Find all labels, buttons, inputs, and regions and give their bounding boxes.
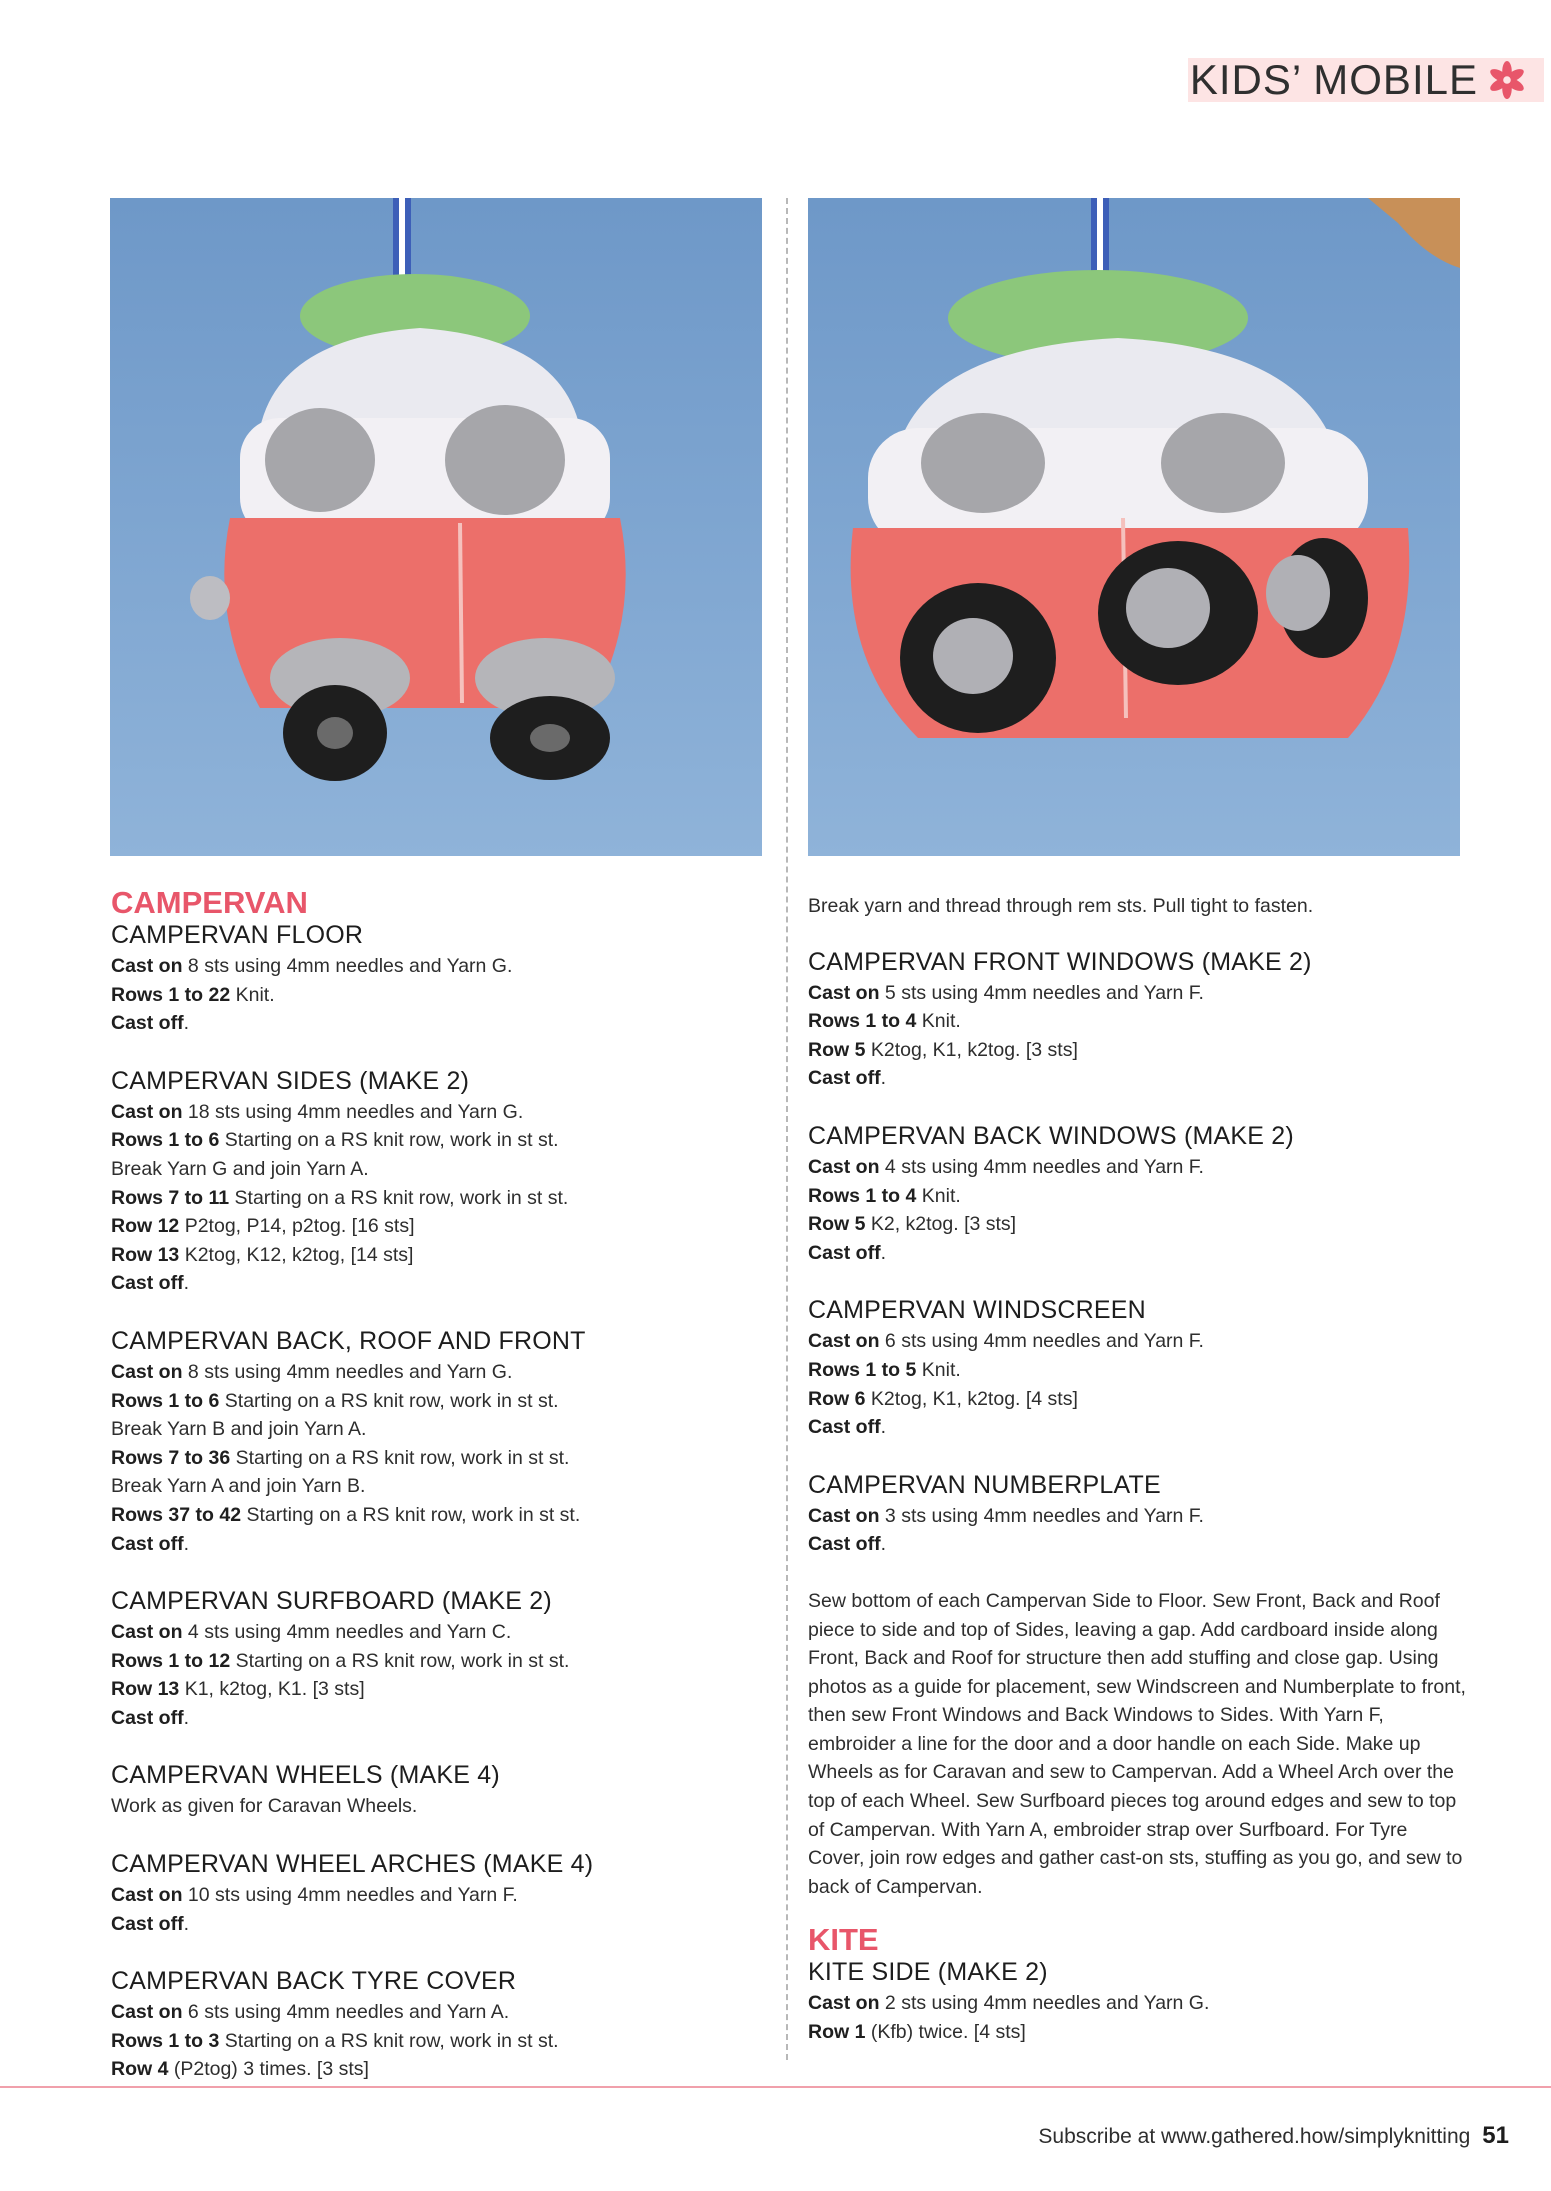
instruction-text: 4 sts using 4mm needles and Yarn C. — [182, 1621, 512, 1644]
instruction-line — [111, 1472, 771, 1501]
pattern-block-title: CAMPERVAN WHEEL ARCHES (MAKE 4) — [111, 1850, 594, 1879]
instruction-keyword: Rows 1 to 22 — [111, 983, 231, 1006]
pattern-block-title: CAMPERVAN FLOOR — [111, 921, 364, 949]
instruction-keyword: Cast on — [808, 1155, 880, 1178]
instruction-keyword: Cast on — [111, 1884, 183, 1907]
instruction-keyword: Rows 7 to 36 — [111, 1446, 231, 1469]
instruction-keyword: Row 5 — [808, 1038, 866, 1061]
instruction-line — [808, 1007, 1468, 1036]
section-header — [1188, 58, 1544, 102]
flower-icon — [1488, 61, 1526, 99]
instruction-text: . — [880, 1067, 887, 1090]
instruction-keyword: Cast off — [111, 1912, 184, 1935]
pattern-block-title: CAMPERVAN BACK, ROOF AND FRONT — [111, 1326, 586, 1355]
instruction-line — [808, 979, 1468, 1008]
instruction-line — [808, 1413, 1468, 1442]
pattern-block-title: CAMPERVAN WHEELS (MAKE 4) — [111, 1761, 500, 1790]
pattern-block-title: CAMPERVAN BACK TYRE COVER — [111, 1967, 517, 1996]
campervan-side-photo — [110, 198, 762, 856]
instruction-line — [808, 1530, 1468, 1559]
instruction-line — [111, 1415, 771, 1444]
instruction-line — [111, 1126, 771, 1155]
pattern-block-title: CAMPERVAN NUMBERPLATE — [808, 1470, 1161, 1499]
intro-text: Break yarn and thread through rem sts. Pull tight to fasten. — [808, 895, 1314, 917]
pattern-block — [808, 947, 1468, 1093]
instruction-keyword: Row 13 — [111, 1243, 180, 1266]
pattern-block — [111, 920, 771, 1038]
instruction-text: . — [880, 1416, 887, 1439]
pattern-block — [111, 1586, 771, 1732]
instruction-line — [111, 1647, 771, 1676]
pattern-block — [808, 1957, 1468, 2046]
instruction-line — [111, 1358, 771, 1387]
instruction-text: 2 sts using 4mm needles and Yarn G. — [879, 1992, 1210, 2015]
instruction-line — [111, 2027, 771, 2056]
instruction-line — [808, 1989, 1468, 2018]
instruction-keyword: Rows 1 to 12 — [111, 1649, 231, 1672]
instruction-text: Starting on a RS knit row, work in st st. — [219, 1129, 559, 1152]
instruction-line — [111, 1444, 771, 1473]
instruction-line — [808, 1064, 1468, 1093]
instruction-line — [808, 1502, 1468, 1531]
subscribe-link[interactable]: Subscribe at www.gathered.how/simplyknitting — [1038, 2125, 1471, 2148]
instruction-line — [111, 1184, 771, 1213]
instruction-text: 18 sts using 4mm needles and Yarn G. — [182, 1100, 524, 1123]
section-header-title: KIDS’ MOBILE — [1189, 56, 1478, 103]
pattern-block — [111, 1966, 771, 2084]
instruction-keyword: Cast off — [808, 1241, 881, 1264]
right-column — [808, 886, 1468, 2075]
instruction-keyword: Cast on — [111, 955, 183, 977]
pattern-block — [111, 1760, 771, 1821]
instruction-line — [111, 1212, 771, 1241]
instruction-keyword: Rows 37 to 42 — [111, 1503, 242, 1526]
instruction-text: 8 sts using 4mm needles and Yarn G. — [182, 1360, 513, 1383]
instruction-keyword: Row 4 — [111, 2058, 169, 2081]
instruction-line — [111, 1881, 771, 1910]
pattern-block-title: CAMPERVAN SURFBOARD (MAKE 2) — [111, 1587, 552, 1616]
pattern-block — [111, 1066, 771, 1298]
instruction-line — [808, 1210, 1468, 1239]
kite-pattern-blocks — [808, 1957, 1468, 2046]
instruction-text: . — [183, 1012, 190, 1035]
instruction-line — [111, 1009, 771, 1038]
instruction-keyword: Rows 1 to 3 — [111, 2029, 220, 2052]
pattern-block-title: CAMPERVAN SIDES (MAKE 2) — [111, 1066, 470, 1095]
making-up-instructions: Sew bottom of each Campervan Side to Floor. Sew Front, Back and Roof piece to side and top of Sides, leaving a gap. Add cardboard inside along Front, Back and Roof for structure then add stuffing and close gap. Using photos as a guide for placement, sew Windscreen and Numberplate to front, then sew Front Windows and Back Windows to Sides. With Yarn F, embroider a line for the door and a door handle on each Side. Make up Wheels as for Caravan and sew to Campervan. Add a Wheel Arch over the top of each Wheel. Sew Surfboard pieces tog around edges and sew to top of Campervan. With Yarn A, embroider strap over Surfboard. For Tyre Cover, join row edges and gather cast-on sts, stuffing as you go, and sew to back of Campervan. — [808, 1589, 1466, 1898]
instruction-line — [808, 1356, 1468, 1385]
instruction-line — [111, 1269, 771, 1298]
instruction-line — [808, 2018, 1468, 2047]
footer — [1038, 2122, 1509, 2150]
section-title-campervan: CAMPERVAN — [111, 885, 308, 920]
instruction-keyword: Cast on — [111, 1100, 183, 1123]
instruction-text: Starting on a RS knit row, work in st st. — [229, 1186, 569, 1209]
instruction-line — [111, 1098, 771, 1127]
pattern-block — [111, 1849, 771, 1938]
instruction-text: 4 sts using 4mm needles and Yarn F. — [879, 1155, 1204, 1178]
pattern-block — [111, 1326, 771, 1558]
instruction-line — [111, 952, 771, 981]
instruction-text: Starting on a RS knit row, work in st st. — [230, 1649, 570, 1672]
instruction-text: Knit. — [916, 1358, 961, 1381]
instruction-text: Break Yarn G and join Yarn A. — [111, 1157, 369, 1180]
instruction-line — [111, 1910, 771, 1939]
instruction-line — [111, 1241, 771, 1270]
instruction-text: P2tog, P14, p2tog. [16 sts] — [179, 1215, 415, 1238]
instruction-text: Starting on a RS knit row, work in st st. — [241, 1503, 581, 1526]
pattern-block-title: CAMPERVAN BACK WINDOWS (MAKE 2) — [808, 1121, 1294, 1150]
pattern-block-title: CAMPERVAN WINDSCREEN — [808, 1296, 1146, 1325]
instruction-keyword: Rows 1 to 6 — [111, 1129, 220, 1152]
instruction-line — [111, 981, 771, 1010]
instruction-keyword: Cast off — [808, 1067, 881, 1090]
instruction-keyword: Cast on — [808, 1504, 880, 1527]
instruction-text: . — [880, 1533, 887, 1556]
instruction-text: Knit. — [916, 1184, 961, 1207]
instruction-text: 6 sts using 4mm needles and Yarn A. — [182, 2001, 510, 2024]
instruction-text: . — [183, 1912, 190, 1935]
instruction-keyword: Row 1 — [808, 2021, 866, 2044]
pattern-block-title: CAMPERVAN FRONT WINDOWS (MAKE 2) — [808, 947, 1312, 976]
instruction-keyword: Rows 1 to 4 — [808, 1010, 917, 1033]
instruction-text: Knit. — [916, 1010, 961, 1033]
instruction-keyword: Cast on — [808, 981, 880, 1004]
left-column — [111, 886, 771, 2112]
instruction-line — [111, 1530, 771, 1559]
pattern-block-title: KITE SIDE (MAKE 2) — [808, 1958, 1048, 1987]
instruction-keyword: Rows 1 to 4 — [808, 1184, 917, 1207]
instruction-text: 5 sts using 4mm needles and Yarn F. — [879, 981, 1204, 1004]
footer-rule — [0, 2086, 1551, 2088]
instruction-keyword: Cast off — [111, 1272, 184, 1295]
instruction-text: Starting on a RS knit row, work in st st. — [219, 2029, 559, 2052]
instruction-text: K2, k2tog. [3 sts] — [865, 1213, 1017, 1236]
instruction-line — [111, 1501, 771, 1530]
instruction-keyword: Row 13 — [111, 1678, 180, 1701]
instruction-line — [111, 1618, 771, 1647]
instruction-keyword: Row 12 — [111, 1215, 180, 1238]
pattern-block — [808, 1121, 1468, 1267]
instruction-line — [111, 1387, 771, 1416]
instruction-text: 6 sts using 4mm needles and Yarn F. — [879, 1330, 1204, 1353]
instruction-line — [111, 1998, 771, 2027]
instruction-text: K2tog, K12, k2tog, [14 sts] — [179, 1243, 414, 1266]
instruction-keyword: Cast off — [808, 1416, 881, 1439]
left-pattern-blocks — [111, 920, 771, 2084]
instruction-text: Break Yarn B and join Yarn A. — [111, 1418, 367, 1441]
instruction-text: (P2tog) 3 times. [3 sts] — [168, 2058, 369, 2081]
column-divider — [786, 198, 788, 2060]
instruction-line — [808, 1153, 1468, 1182]
instruction-text: 8 sts using 4mm needles and Yarn G. — [182, 955, 513, 977]
instruction-keyword: Row 5 — [808, 1213, 866, 1236]
instruction-keyword: Cast off — [808, 1533, 881, 1556]
instruction-keyword: Cast off — [111, 1012, 184, 1035]
instruction-keyword: Cast off — [111, 1706, 184, 1729]
instruction-line — [808, 1385, 1468, 1414]
instruction-line — [111, 1704, 771, 1733]
instruction-keyword: Cast off — [111, 1532, 184, 1555]
instruction-line — [808, 1036, 1468, 1065]
instruction-text: Break Yarn A and join Yarn B. — [111, 1475, 366, 1498]
instruction-text: K1, k2tog, K1. [3 sts] — [179, 1678, 365, 1701]
instruction-keyword: Rows 1 to 6 — [111, 1389, 220, 1412]
pattern-block — [808, 1470, 1468, 1559]
instruction-keyword: Rows 1 to 5 — [808, 1358, 917, 1381]
campervan-front-photo — [808, 198, 1460, 856]
instruction-keyword: Cast on — [808, 1992, 880, 2015]
instruction-keyword: Cast on — [111, 2001, 183, 2024]
instruction-line — [111, 1675, 771, 1704]
instruction-text: 10 sts using 4mm needles and Yarn F. — [182, 1884, 518, 1907]
pattern-block — [808, 1295, 1468, 1441]
instruction-line — [111, 1155, 771, 1184]
instruction-keyword: Rows 7 to 11 — [111, 1186, 230, 1209]
instruction-keyword: Cast on — [111, 1621, 183, 1644]
instruction-text: Starting on a RS knit row, work in st st. — [219, 1389, 559, 1412]
instruction-text: . — [183, 1706, 190, 1729]
instruction-line — [111, 2055, 771, 2084]
instruction-text: . — [183, 1532, 190, 1555]
instruction-line — [808, 1182, 1468, 1211]
instruction-line — [808, 1239, 1468, 1268]
instruction-line — [111, 1792, 771, 1821]
instruction-text: . — [880, 1241, 887, 1264]
instruction-text: 3 sts using 4mm needles and Yarn F. — [879, 1504, 1204, 1527]
section-title-kite: KITE — [808, 1922, 879, 1958]
page-number: 51 — [1482, 2122, 1509, 2149]
instruction-keyword: Row 6 — [808, 1387, 866, 1410]
instruction-text: K2tog, K1, k2tog. [3 sts] — [865, 1038, 1078, 1061]
instruction-text: (Kfb) twice. [4 sts] — [865, 2021, 1026, 2044]
instruction-text: . — [183, 1272, 190, 1295]
instruction-keyword: Cast on — [808, 1330, 880, 1353]
instruction-keyword: Cast on — [111, 1360, 183, 1383]
right-pattern-blocks — [808, 947, 1468, 1559]
instruction-text: Starting on a RS knit row, work in st st. — [230, 1446, 570, 1469]
instruction-text: Knit. — [230, 983, 275, 1006]
instruction-line — [808, 1327, 1468, 1356]
instruction-text: K2tog, K1, k2tog. [4 sts] — [865, 1387, 1078, 1410]
instruction-text: Work as given for Caravan Wheels. — [111, 1795, 418, 1818]
